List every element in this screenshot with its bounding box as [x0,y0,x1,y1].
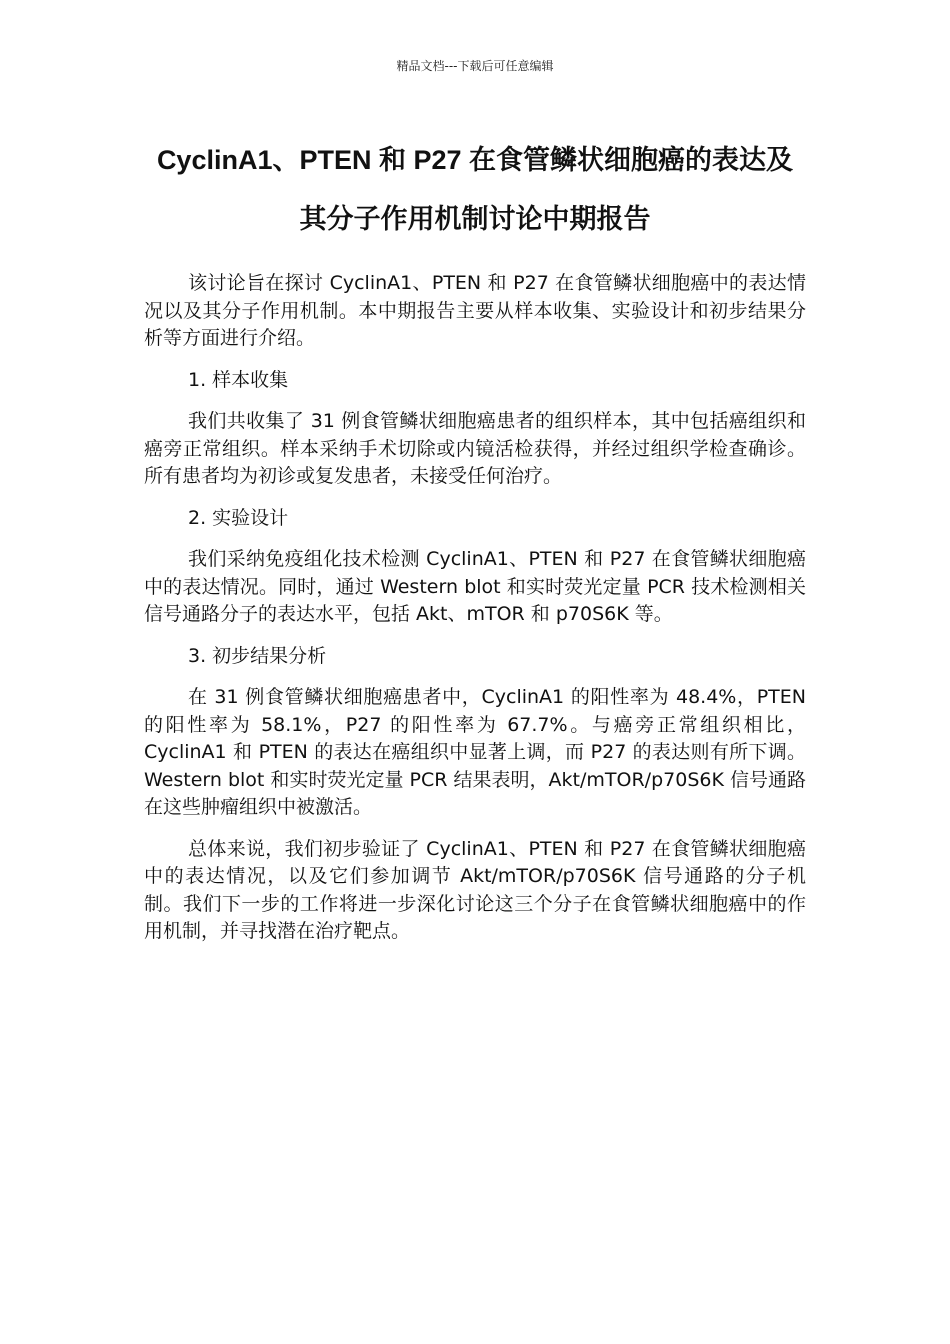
intro-paragraph: 该讨论旨在探讨 CyclinA1、PTEN 和 P27 在食管鳞状细胞癌中的表达情况以及其分子作用机制。本中期报告主要从样本收集、实验设计和初步结果分析等方面进行介绍。 [144,272,806,349]
document-body [144,270,806,960]
section-paragraph-sample-collection: 我们共收集了 31 例食管鳞状细胞癌患者的组织样本，其中包括癌组织和癌旁正常组织。样本采纳手术切除或内镜活检获得，并经过组织学检查确诊。所有患者均为初诊或复发患者，未接受任何治疗。 [144,410,806,487]
section-heading-sample-collection: 1. 样本收集 [188,368,289,391]
document-title-line-2: 其分子作用机制讨论中期报告 [299,204,651,234]
section-paragraph-preliminary-results: 在 31 例食管鳞状细胞癌患者中，CyclinA1 的阳性率为 48.4%，PTEN 的阳性率为 58.1%，P27 的阳性率为 67.7%。与癌旁正常组织相比，CyclinA1 和 PTEN 的表达在癌组织中显著上调，而 P27 的表达则有所下调。Western blot 和实时荧光定量 PCR 结果表明，Akt/mTOR/p70S6K 信号通路在这些肿瘤组织中被激活。 [144,686,807,818]
section-paragraph-experiment-design: 我们采纳免疫组化技术检测 CyclinA1、PTEN 和 P27 在食管鳞状细胞癌中的表达情况。同时，通过 Western blot 和实时荧光定量 PCR 技术检测相关信号通路分子的表达水平，包括 Akt、mTOR 和 p70S6K 等。 [144,548,806,625]
section-heading-experiment-design: 2. 实验设计 [188,506,289,529]
section-heading-preliminary-results: 3. 初步结果分析 [188,644,327,667]
document-title-line-1: CyclinA1、PTEN 和 P27 在食管鳞状细胞癌的表达及 [156,145,794,175]
header-note: 精品文档---下载后可任意编辑 [396,59,554,73]
conclusion-paragraph: 总体来说，我们初步验证了 CyclinA1、PTEN 和 P27 在食管鳞状细胞癌中的表达情况，以及它们参加调节 Akt/mTOR/p70S6K 信号通路的分子机制。我们下一步的工作将进一步深化讨论这三个分子在食管鳞状细胞癌中的作用机制，并寻找潜在治疗靶点。 [144,837,806,942]
